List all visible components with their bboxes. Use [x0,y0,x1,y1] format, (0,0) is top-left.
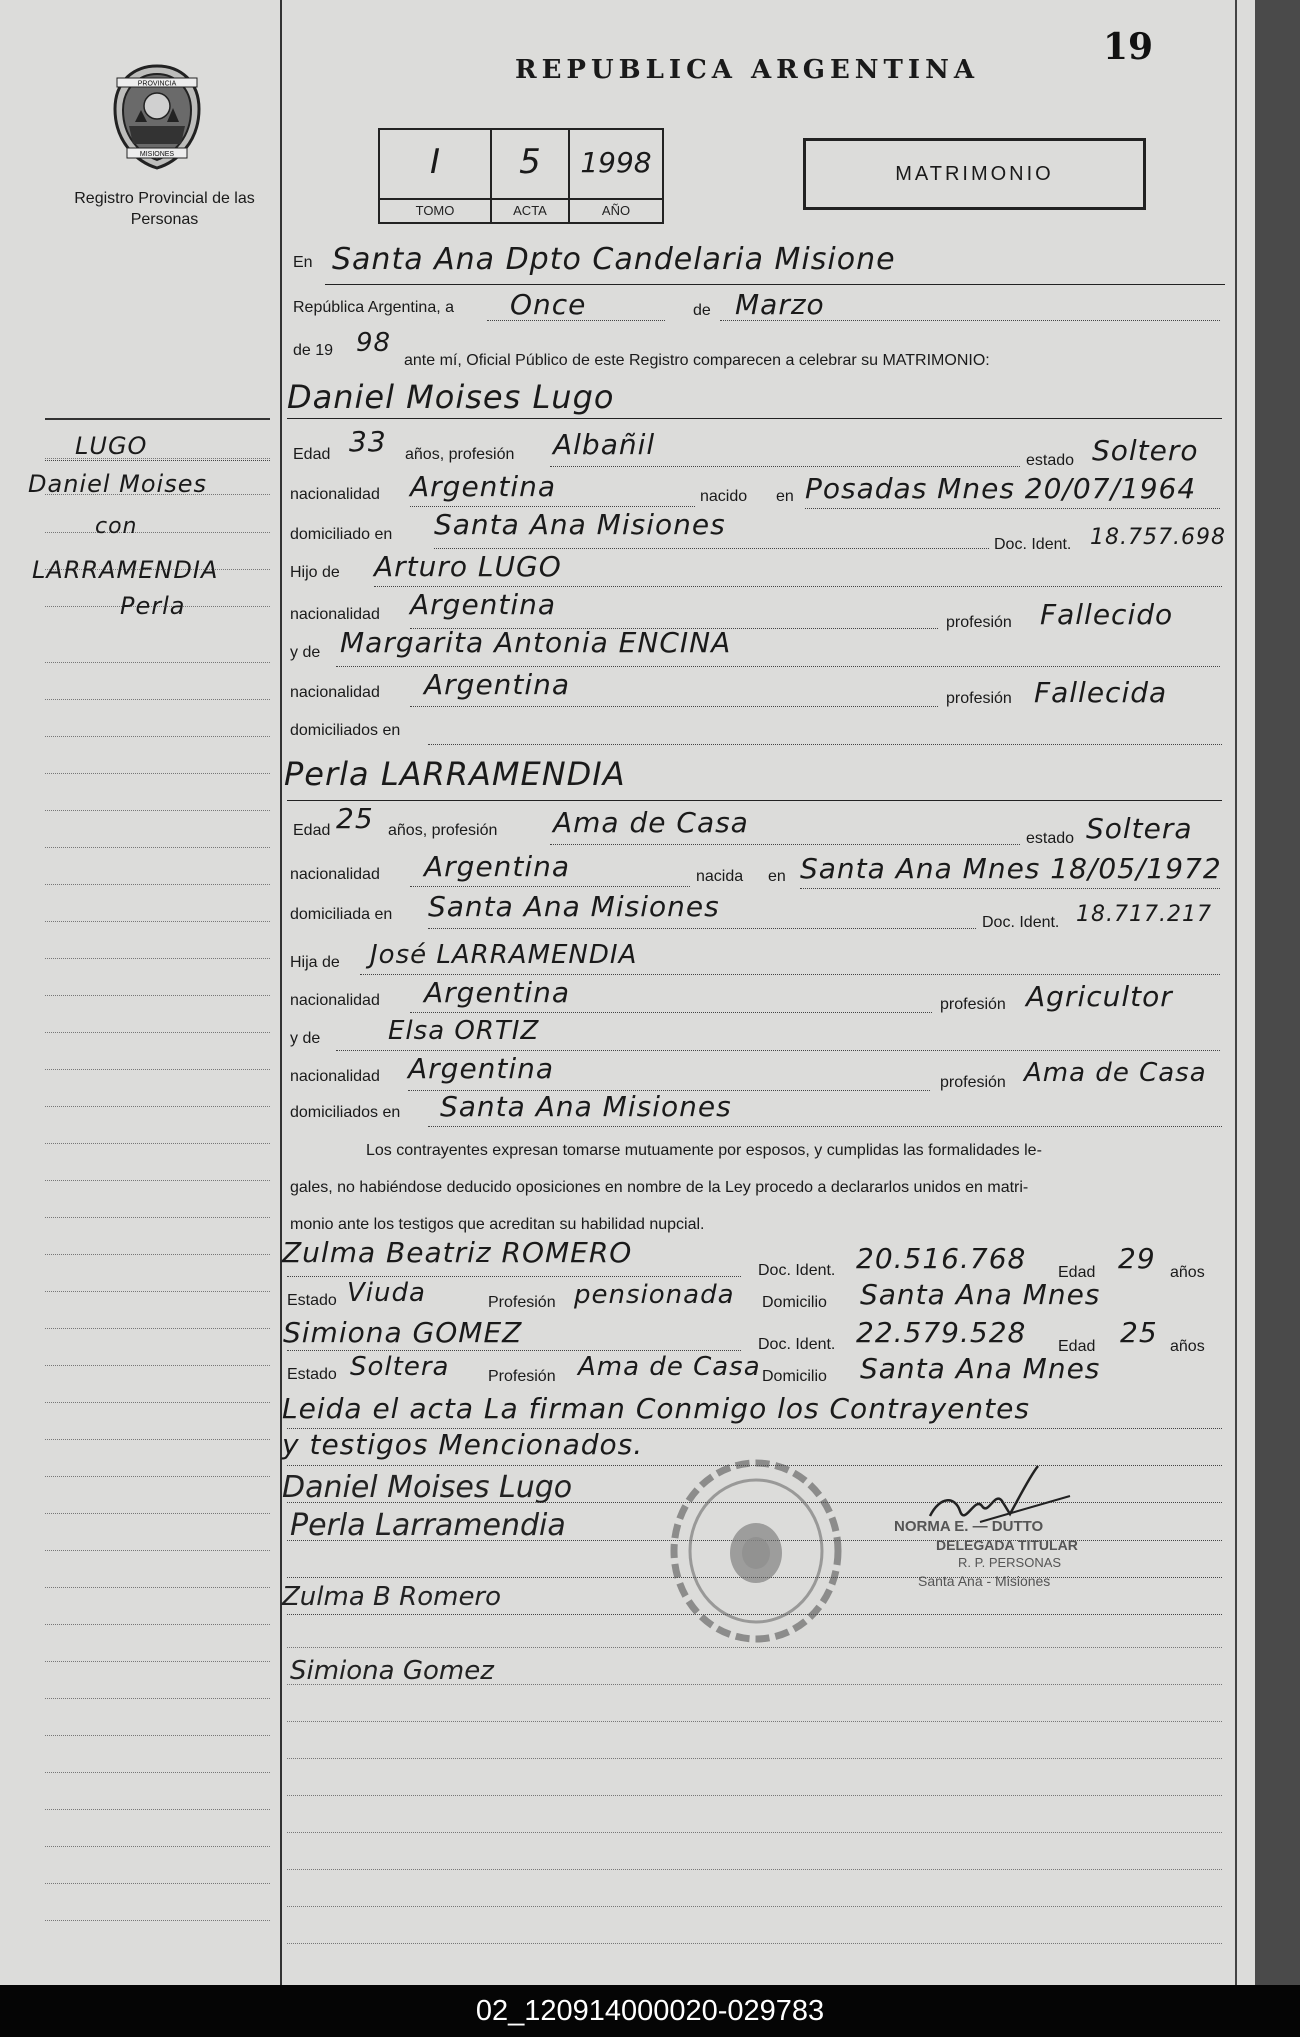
groom-yde-label: y de [290,644,321,661]
witness1-edad-label: Edad [1058,1264,1096,1281]
stamp-line-3: R. P. PERSONAS [958,1555,1062,1570]
day-value: Once [510,288,587,321]
witness1-doc: 20.516.768 [856,1242,1027,1275]
witness1-dom-label: Domicilio [762,1294,827,1311]
bride-mother-nat-label: nacionalidad [290,1068,380,1085]
declaration-line-2: gales, no habiéndose deducido oposiciones en nombre de la Ley procedo a declararlos unidos en matri- [290,1179,1029,1196]
closing-line-1: Leida el acta La firman Conmigo los Contrayentes [282,1392,1030,1425]
year-prefix: de 19 [293,342,334,359]
registry-name: Registro Provincial de las Personas [74,190,255,228]
bride-nationality: Argentina [424,850,571,883]
right-border [1235,0,1237,1985]
witness2-doc: 22.579.528 [856,1316,1027,1349]
margin-surname-groom: LUGO [75,432,148,460]
margin-rule [45,418,270,420]
groom-mother-nat-label: nacionalidad [290,684,380,701]
bride-nacida-label: nacida [696,868,744,885]
witness1-estado: Viuda [347,1278,426,1308]
document-title: REPUBLICA ARGENTINA [515,55,980,85]
registry-seal-icon [668,1458,844,1644]
groom-domiciliados-label: domiciliados en [290,722,401,739]
bride-en-label: en [768,868,786,885]
witness1-anos-label: años [1170,1264,1205,1281]
groom-name: Daniel Moises Lugo [287,378,615,416]
record-type-box: MATRIMONIO [803,138,1146,210]
stamp-line-2: DELEGADA TITULAR [936,1537,1078,1553]
witness1-domicile: Santa Ana Mnes [860,1278,1101,1311]
acta-value: 5 [519,142,541,182]
margin-divider [280,0,282,1985]
bride-profession: Ama de Casa [553,806,749,839]
groom-estado-label: estado [1026,452,1075,469]
declaration-line-3: monio ante los testigos que acreditan su habilidad nupcial. [290,1216,705,1233]
groom-mother-prof-label: profesión [946,690,1012,707]
margin-name-bride: Perla [120,592,186,620]
bride-hija-label: Hija de [290,954,340,971]
tomo-acta-ano-table [378,128,664,224]
signature-witness-1: Zulma B Romero [282,1582,502,1612]
witness2-estado: Soltera [350,1352,450,1382]
margin-name-groom: Daniel Moises [28,470,207,498]
witness2-name: Simiona GOMEZ [283,1316,523,1349]
bride-mother-nat: Argentina [408,1052,555,1085]
groom-nacido-label: nacido [700,488,748,505]
bride-father-prof-label: profesión [940,996,1006,1013]
witness2-edad-label: Edad [1058,1338,1096,1355]
page-number: 19 [1103,26,1154,68]
witness1-profession: pensionada [574,1280,735,1310]
provincial-crest-icon [111,64,203,170]
groom-estado: Soltero [1092,434,1199,467]
tomo-label: TOMO [380,198,490,222]
ano-value: 1998 [580,146,652,179]
witness2-profession: Ama de Casa [578,1352,761,1382]
groom-nacionalidad-label: nacionalidad [290,486,380,503]
stamp-line-1: NORMA E. — DUTTO [894,1518,1044,1535]
bride-parents-domicile: Santa Ana Misiones [440,1090,732,1123]
groom-doc-label: Doc. Ident. [994,536,1072,553]
witness1-estado-label: Estado [287,1292,337,1309]
declaration-line-1: Los contrayentes expresan tomarse mutuamente por esposos, y cumplidas las formalidades le- [366,1142,1042,1159]
de-label: de [693,302,711,319]
tomo-value: I [429,142,441,182]
margin-surname-bride: LARRAMENDIA [32,556,219,584]
en-label: En [293,254,313,271]
month-value: Marzo [735,288,825,321]
bride-anos-label: años, profesión [388,822,498,839]
groom-domicile: Santa Ana Misiones [434,508,726,541]
crest-text-bottom: MISIONES [139,151,175,158]
groom-birth: Posadas Mnes 20/07/1964 [805,472,1197,505]
witness2-domicile: Santa Ana Mnes [860,1352,1101,1385]
bride-mother-prof-label: profesión [940,1074,1006,1091]
groom-domiciliado-label: domiciliado en [290,526,393,543]
bride-domicile: Santa Ana Misiones [428,890,720,923]
bride-doc-label: Doc. Ident. [982,914,1060,931]
stamp-line-4: Santa Ana - Misiones [918,1573,1051,1589]
bride-father-prof: Agricultor [1026,980,1173,1013]
groom-hijo-label: Hijo de [290,564,340,581]
bride-father: José LARRAMENDIA [370,940,638,970]
bride-estado: Soltera [1086,812,1193,845]
witness1-prof-label: Profesión [488,1294,556,1311]
witness1-doc-label: Doc. Ident. [758,1262,836,1279]
groom-nationality: Argentina [410,470,557,503]
groom-en-label: en [776,488,794,505]
witness2-dom-label: Domicilio [762,1368,827,1385]
groom-profession: Albañil [553,428,656,461]
groom-edad-label: Edad [293,446,331,463]
witness2-estado-label: Estado [287,1366,337,1383]
file-id-footer: 02_120914000020-029783 [0,1985,1300,2037]
bride-edad-label: Edad [293,822,331,839]
bride-doc: 18.717.217 [1076,902,1212,927]
acta-label: ACTA [492,198,568,222]
bride-estado-label: estado [1026,830,1075,847]
signature-groom: Daniel Moises Lugo [282,1470,573,1505]
bride-mother-prof: Ama de Casa [1024,1058,1207,1088]
bride-age: 25 [336,802,374,835]
groom-age: 33 [349,425,387,458]
bride-yde-label: y de [290,1030,321,1047]
groom-anos-label: años, profesión [405,446,515,463]
witness2-prof-label: Profesión [488,1368,556,1385]
bride-nacionalidad-label: nacionalidad [290,866,380,883]
republica-label: República Argentina, a [293,299,454,316]
witness1-age: 29 [1118,1242,1156,1275]
signature-bride: Perla Larramendia [290,1508,566,1543]
bride-birth: Santa Ana Mnes 18/05/1972 [800,852,1222,885]
closing-line-2: y testigos Mencionados. [282,1428,644,1461]
groom-mother-nat: Argentina [424,668,571,701]
witness2-anos-label: años [1170,1338,1205,1355]
bride-mother: Elsa ORTIZ [388,1016,540,1046]
bride-name: Perla LARRAMENDIA [284,755,626,793]
groom-mother-prof: Fallecida [1034,676,1168,709]
groom-father: Arturo LUGO [374,550,562,583]
groom-father-prof-label: profesión [946,614,1012,631]
margin-con: con [95,514,138,539]
signature-witness-2: Simiona Gomez [290,1656,494,1686]
bride-domiciliados-label: domiciliados en [290,1104,401,1121]
witness1-name: Zulma Beatriz ROMERO [282,1236,633,1269]
bride-father-nat-label: nacionalidad [290,992,380,1009]
witness2-doc-label: Doc. Ident. [758,1336,836,1353]
bride-father-nat: Argentina [424,976,571,1009]
groom-father-nat-label: nacionalidad [290,606,380,623]
place-value: Santa Ana Dpto Candelaria Misione [332,242,896,277]
groom-mother: Margarita Antonia ENCINA [340,626,732,659]
groom-father-prof: Fallecido [1040,598,1174,631]
witness2-age: 25 [1120,1316,1158,1349]
year-value: 98 [356,328,392,358]
intro-statement: ante mí, Oficial Público de este Registro comparecen a celebrar su MATRIMONIO: [404,352,990,369]
bride-domiciliada-label: domiciliada en [290,906,393,923]
page-edge-shadow [1255,0,1300,1985]
ano-label: AÑO [570,198,662,222]
groom-doc: 18.757.698 [1090,525,1226,550]
crest-text-top: PROVINCIA [137,80,177,88]
groom-father-nat: Argentina [410,588,557,621]
